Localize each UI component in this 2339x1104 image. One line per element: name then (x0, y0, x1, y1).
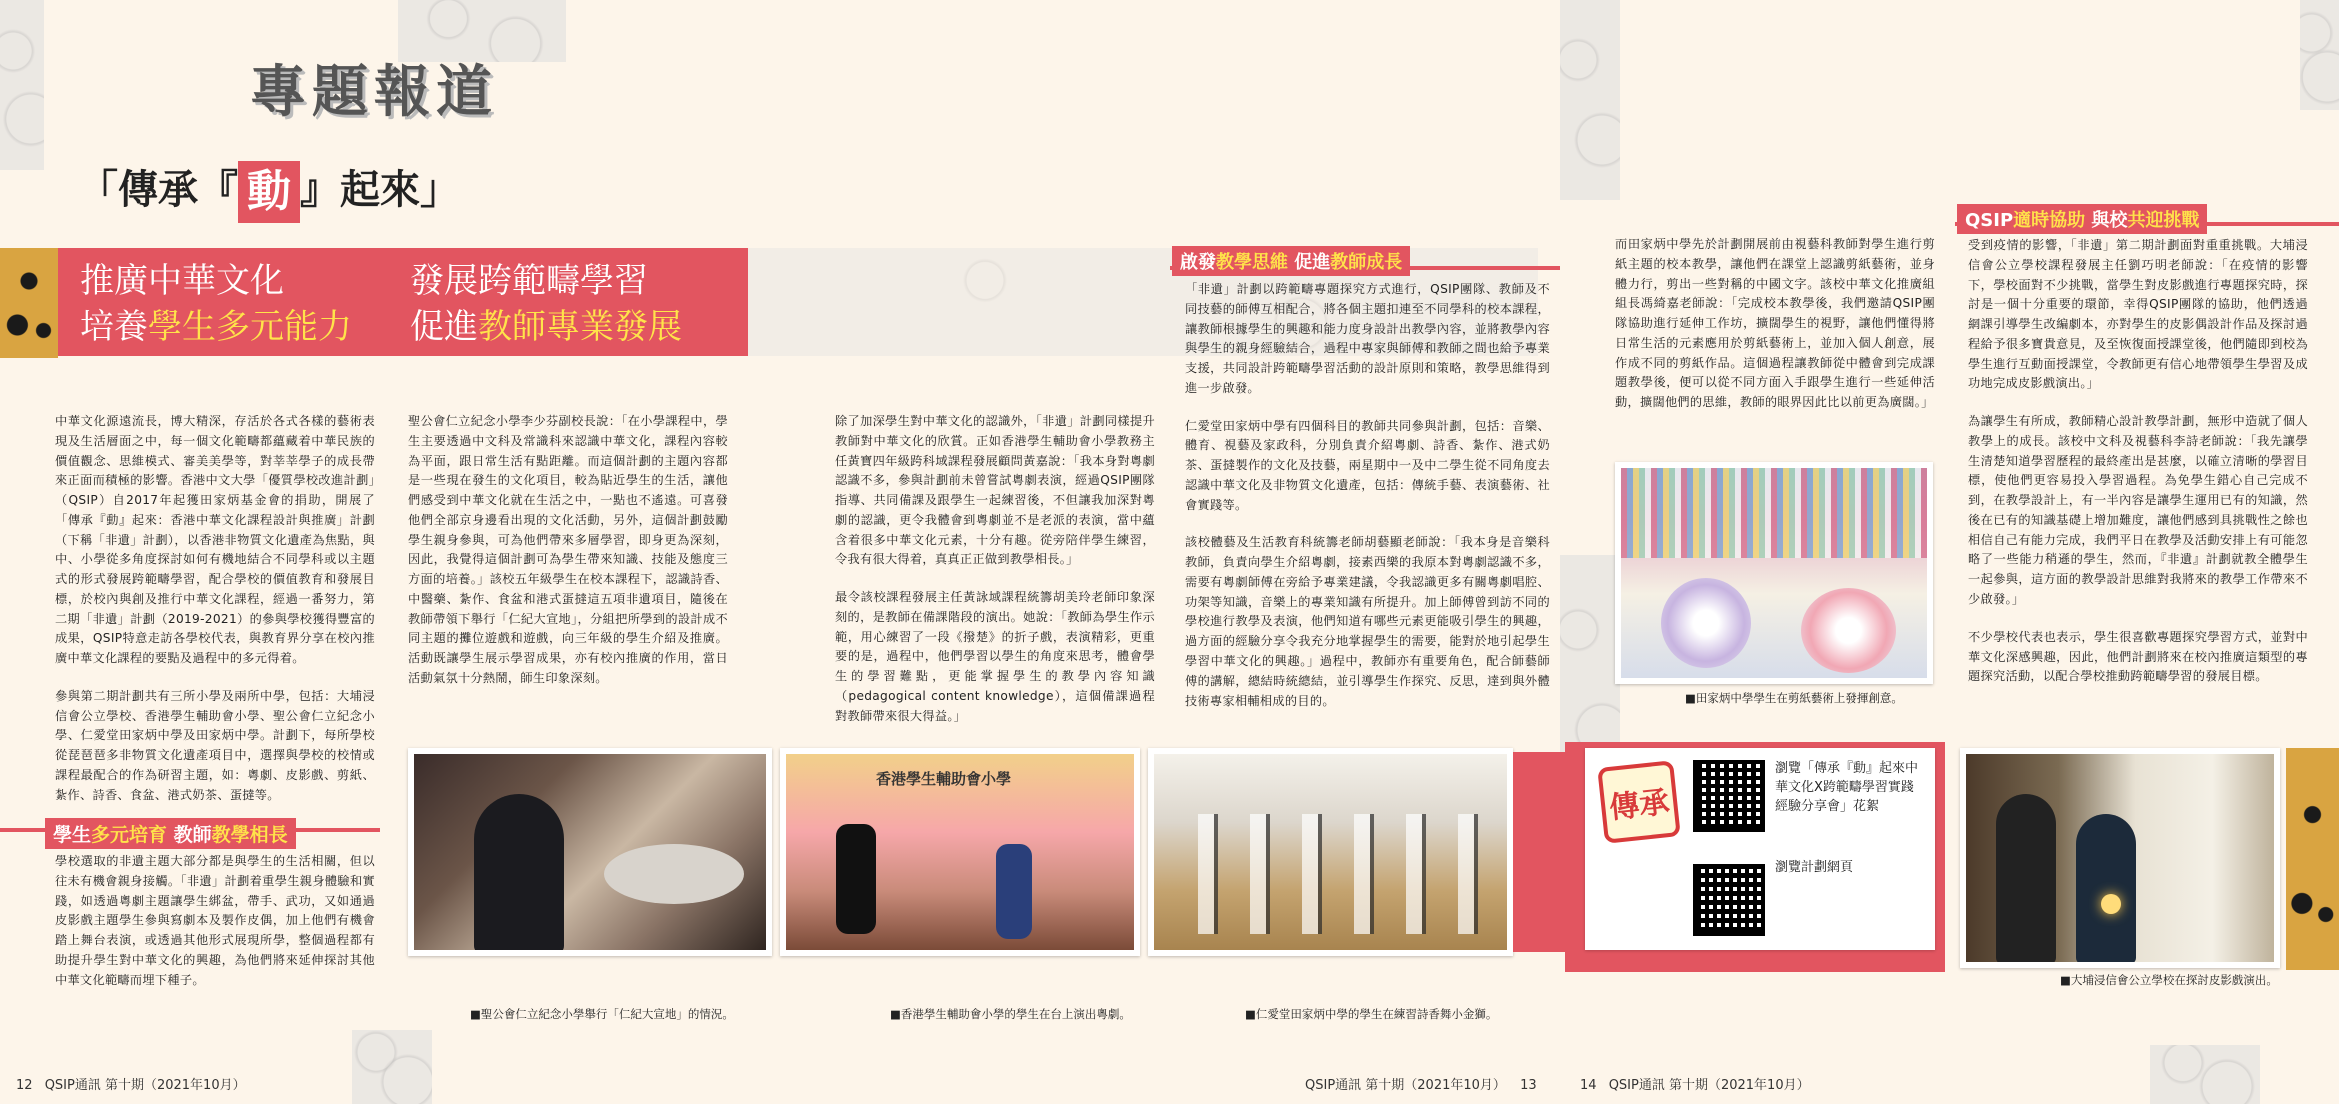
caption-cooking: ■聖公會仁立紀念小學舉行「仁紀大宣地」的情況。 (470, 1007, 734, 1021)
col4-paragraph-2: 仁愛堂田家炳中學有四個科目的教師共同參與計劃，包括：音樂、體育、視藝及家政科，分別負責介紹粵劇、詩香、紮作、港式奶茶、蛋撻製作的文化及技藝，兩星期中一及中二學生從不同角度去認識中華文化及非物質文化遺產，包括：傳統手藝、表演藝術、社會實踐等。 (1185, 418, 1550, 512)
section-heading-students: 學生多元培育 教師教學相長 (45, 818, 296, 849)
photo-lion-dance-practice (1148, 748, 1513, 956)
footer-publication-mid: QSIP通訊 第十期（2021年10月） (1305, 1078, 1506, 1093)
cloud-pattern-bottom-left (352, 1030, 432, 1104)
banner-left-line1: 推廣中華文化 (80, 261, 284, 301)
cloud-pattern-right-edge (2300, 0, 2339, 110)
footer-publication-right: QSIP通訊 第十期（2021年10月） (1608, 1078, 1810, 1093)
gold-ornament-right (2286, 748, 2339, 970)
photo-cooking-activity (408, 748, 772, 956)
qr-code-video[interactable] (1693, 760, 1765, 832)
page-number-12: 12 (16, 1078, 33, 1093)
footer-publication-left: QSIP通訊 第十期（2021年10月） (44, 1078, 246, 1093)
footer-page-14 (1580, 1074, 1810, 1093)
photo-papercut-art (1615, 462, 1933, 684)
col2-paragraph-1: 聖公會仁立紀念小學李少芬副校長說：「在小學課程中，學生主要透過中文科及常識科來認識中華文化，課程內容較為平面，跟日常生活有點距離。而這個計劃的主題內容都是一些現在發生的文化項目，較為貼近學生的生活，讓他們感受到中華文化就在生活之中，一點也不遙遠。可喜發他們全部京身邊看出現的文化活動，另外，這個計劃鼓勵學生親身參與，可為他們帶來多層學習，即身更為深刻，因此，我覺得這個計劃可為學生帶來知識、技能及態度三方面的培養。」該校五年級學生在校本課程下，認識詩香、中醫藥、紮作、食盆和港式蛋撻這五項非遺項目，隨後在教師帶領下舉行「仁紀大宣地」，分組把所學到的設計成不同主題的攤位遊戲和遊戲，向三年級的學生介紹及推廣。活動既讓學生展示學習成果，亦有校內推廣的作用，當日活動氣氛十分熱鬧，師生印象深刻。 (408, 414, 728, 685)
banner-right-line2: 促進教師專業發展 (410, 307, 682, 347)
section-heading-teachers: 啟發教學思維 促進教師成長 (1172, 246, 1410, 276)
article-column-3 (835, 412, 1155, 744)
headline-part2: 』起來」 (300, 167, 460, 213)
qr-website-label: 瀏覽計劃網頁 (1775, 860, 1854, 875)
page-number-14: 14 (1580, 1078, 1597, 1093)
gold-ornament-left (0, 248, 58, 358)
caption-stage: ■香港學生輔助會小學的學生在台上演出粵劇。 (890, 1007, 1131, 1021)
photo-row-band (1513, 752, 1565, 952)
qr-panel (1585, 748, 1935, 950)
banner-right-line1: 發展跨範疇學習 (410, 261, 648, 301)
headline-part1: 「傳承『 (78, 167, 238, 213)
footer-page-12 (16, 1074, 246, 1093)
qr-video-label: 瀏覽「傳承『動』起來中華文化X跨範疇學習實踐經驗分享會」花絮 (1775, 761, 1919, 814)
col4-paragraph-3: 該校體藝及生活教育科統籌老師胡藝顯老師說：「我本身是音樂科教師，負責向學生介紹粵劇，接素西樂的我原本對粵劇認識不多，需要有粵劇師傅在旁給予專業建議，令我認識更多有關粵劇唱腔、功架等知識，音樂上的專業知識有所提升。加上師傅曾到訪不同的學校進行教學及表演，他們知道有哪些元素更能吸引學生的興趣，過方面的經驗分享令我充分地掌握學生的需要，能對於地引起學生學習中華文化的興趣。」過程中，教師亦有重要角色，配合師藝師傅的講解，總結時統總結，並引導學生作探究、反思，達到與外體技術專家相輔相成的目的。 (1185, 535, 1550, 708)
col1-paragraph-2: 參與第二期計劃共有三所小學及兩所中學，包括：大埔浸信會公立學校、香港學生輔助會小學、聖公會仁立紀念小學、仁愛堂田家炳中學及田家炳中學。計劃下，每所學校從琵琶琶多非物質文化遺產項目中，選擇與學校的校情或課程最配合的作為研習主題，如：粵劇、皮影戲、剪紙、紮作、詩香、食盆、港式奶茶、蛋撻等。 (55, 688, 375, 802)
students-section-text: 學校選取的非遺主題大部分都是與學生的生活相關，但以往未有機會親身接觸。「非遺」計劃着重學生親身體驗和實踐，如透過粵劇主題讓學生綁盆，帶手、武功，又如通過皮影戲主題學生參與寫劇本及製作皮偶，加上他們有機會踏上舞台表演，或透過其他形式展現所學，整個過程都有助提升學生對中華文化的興趣，為他們將來延伸探討其他中華文化範疇而埋下種子。 (55, 854, 375, 987)
school-sign: 香港學生輔助會小學 (876, 770, 1012, 788)
article-column-4 (1185, 280, 1550, 729)
col6-paragraph-1: 受到疫情的影響，「非遺」第二期計劃面對重重挑戰。大埔浸信會公立學校課程發展主任劉巧明老師說：「在疫情的影響下，學校面對不少挑戰，當學生對皮影戲進行專題探究時，探討是一個十分重要的環節，幸得QSIP團隊的協助，他們透過網課引導學生改編劇本，亦對學生的皮影偶設計作品及探討過程給予很多寶貴意見，及至恢復面授課堂後，他們隨即到校為學生進行互動面授課堂，令教師更有信心地帶領學生學習及成功地完成皮影戲演出。」 (1968, 238, 2308, 391)
heritage-seal-logo (1597, 760, 1681, 844)
article-column-1 (55, 412, 375, 824)
article-column-6 (1968, 236, 2308, 705)
col6-paragraph-2: 為讓學生有所成，教師精心設計教學計劃，無形中造就了個人教學上的成長。該校中文科及視藝科李詩老師說：「我先讓學生清楚知道學習歷程的最終產出是甚麼，以確立清晰的學習目標，使他們更容易投入學習過程。為免學生錯心自己完成不到，在教學設計上，有一半內容是讓學生運用已有的知識，然後在已有的知識基礎上增加難度，讓他們感到具挑戰性之餘也相信自己有能力完成，我們平日在教學及活動安排上有可能忽略了一些能力稍遜的學生，然而，『非遺』計劃就教全體學生一起參與，這方面的教學設計思維對我將來的教學工作帶來不少啟發。」 (1968, 414, 2308, 607)
headline-highlight: 動 (238, 161, 300, 223)
page-number-13: 13 (1520, 1078, 1537, 1093)
banner-left-line2: 培養學生多元能力 (80, 307, 352, 347)
caption-papercut: ■田家炳中學學生在剪紙藝術上發揮創意。 (1685, 691, 1903, 705)
headline (78, 160, 460, 223)
footer-page-13 (1305, 1074, 1537, 1093)
banner-left-text (80, 258, 352, 350)
cloud-pattern-bottom-right (2150, 1045, 2260, 1104)
caption-lion-dance: ■仁愛堂田家炳中學的學生在練習詩香舞小金獅。 (1245, 1007, 1498, 1021)
banner-right-text (410, 258, 682, 350)
cloud-pattern-topleft (0, 0, 44, 170)
col4-paragraph-1: 「非遺」計劃以跨範疇專題探究方式進行，QSIP團隊、教師及不同技藝的師傅互相配合，將各個主題扣連至不同學科的校本課程，讓教師根據學生的興趣和能力度身設計出教學內容，並將教學內容與學生的親身經驗結合，過程中專家與師傅和教師之間也給予專業支援，共同設計跨範疇學習活動的設計原則和策略，教學思維得到進一步啟發。 (1185, 282, 1550, 395)
col1-paragraph-1: 中華文化源遠流長，博大精深，存活於各式各樣的藝術表現及生活層面之中，每一個文化範疇都蘊藏着中華民族的價值觀念、思維模式、審美美學等，對莘莘學子的成長帶來正面而積極的影響。香港中文大學「優質學校改進計劃」（QSIP）自2017年起獲田家炳基金會的捐助，開展了「傳承『動』起來：香港中華文化課程設計與推廣」計劃（下稱「非遺」計劃），以香港非物質文化遺產為焦點，與中、小學從多角度探討如何有機地結合不同學科或以主題式的形式發展跨範疇學習，配合學校的價值教育和發展目標，於校內與創及推行中華文化課程，經過一番努力，第二期「非遺」計劃（2019-2021）的參與學校獲得豐富的成果，QSIP特意走訪各學校代表，與教育界分享在校內推廣中華文化課程的要點及過程中的多元得着。 (55, 414, 375, 666)
photo-shadow-puppet (1960, 748, 2280, 968)
article-column-2 (408, 412, 728, 707)
col5-paragraph-1: 而田家炳中學先於計劃開展前由視藝科教師對學生進行剪紙主題的校本教學，讓他們在課堂上認識剪紙藝術，並身體力行，剪出一些對稱的中國文字。該校中華文化推廣組組長馮綺嘉老師說：「完成校本教學後，我們邀請QSIP團隊協助進行延伸工作坊，擴闊學生的視野，讓他們懂得將日常生活的元素應用於剪紙藝術上，並加入個人創意，展作成不同的剪紙作品。這個過程讓教師從中體會到完成課題教學後，便可以從不同方面入手跟學生進行一些延伸活動，擴闊他們的思維，教師的眼界因此比以前更為廣闊。」 (1615, 237, 1935, 410)
section-heading-qsip: QSIP適時協助 與校共迎挑戰 (1957, 204, 2207, 234)
col3-paragraph-2: 最令該校課程發展主任黃詠域課程統籌胡美玲老師印象深刻的，是教師在備課階段的演出。她說：「教師為學生作示範，用心練習了一段《撥楚》的折子戲，表演精彩，更重要的是，過程中，他們學習以學生的角度來思考，體會學生的學習難點，更能掌握學生的教學內容知識（pedagogical content knowledge），這個備課過程對教師帶來很大得益。」 (835, 590, 1155, 723)
caption-shadow-puppet: ■大埔浸信會公立學校在探討皮影戲演出。 (2060, 973, 2278, 987)
page-title: 專題報道 (250, 60, 498, 125)
photo-stage-performance (780, 748, 1140, 956)
seal-text: 傳承 (1607, 784, 1672, 827)
article-column-5 (1615, 235, 1935, 431)
col6-paragraph-3: 不少學校代表也表示，學生很喜歡專題探究學習方式，並對中華文化深感興趣，因此，他們計劃將來在校內推廣這類型的專題探究活動，以配合學校推動跨範疇學習的發展目標。 (1968, 629, 2308, 684)
col3-paragraph-1: 除了加深學生對中華文化的認識外，「非遺」計劃同樣提升教師對中華文化的欣賞。正如香港學生輔助會小學教務主任黃寶四年級跨科域課程發展顧問黃嘉說：「我本身對粵劇認識不多，參與計劃前未曾嘗試粵劇表演，經過QSIP團隊指導、共同備課及跟學生一起練習後，不但讓我加深對粵劇的認識，更令我體會到粵劇並不是老派的表演，當中蘊含着很多中華文化元素，十分有趣。從旁陪伴學生練習，令我有很大得着，真真正正做到教學相長。」 (835, 414, 1155, 567)
cloud-pattern-topright (1560, 0, 1620, 200)
qr-code-website[interactable] (1693, 864, 1765, 936)
